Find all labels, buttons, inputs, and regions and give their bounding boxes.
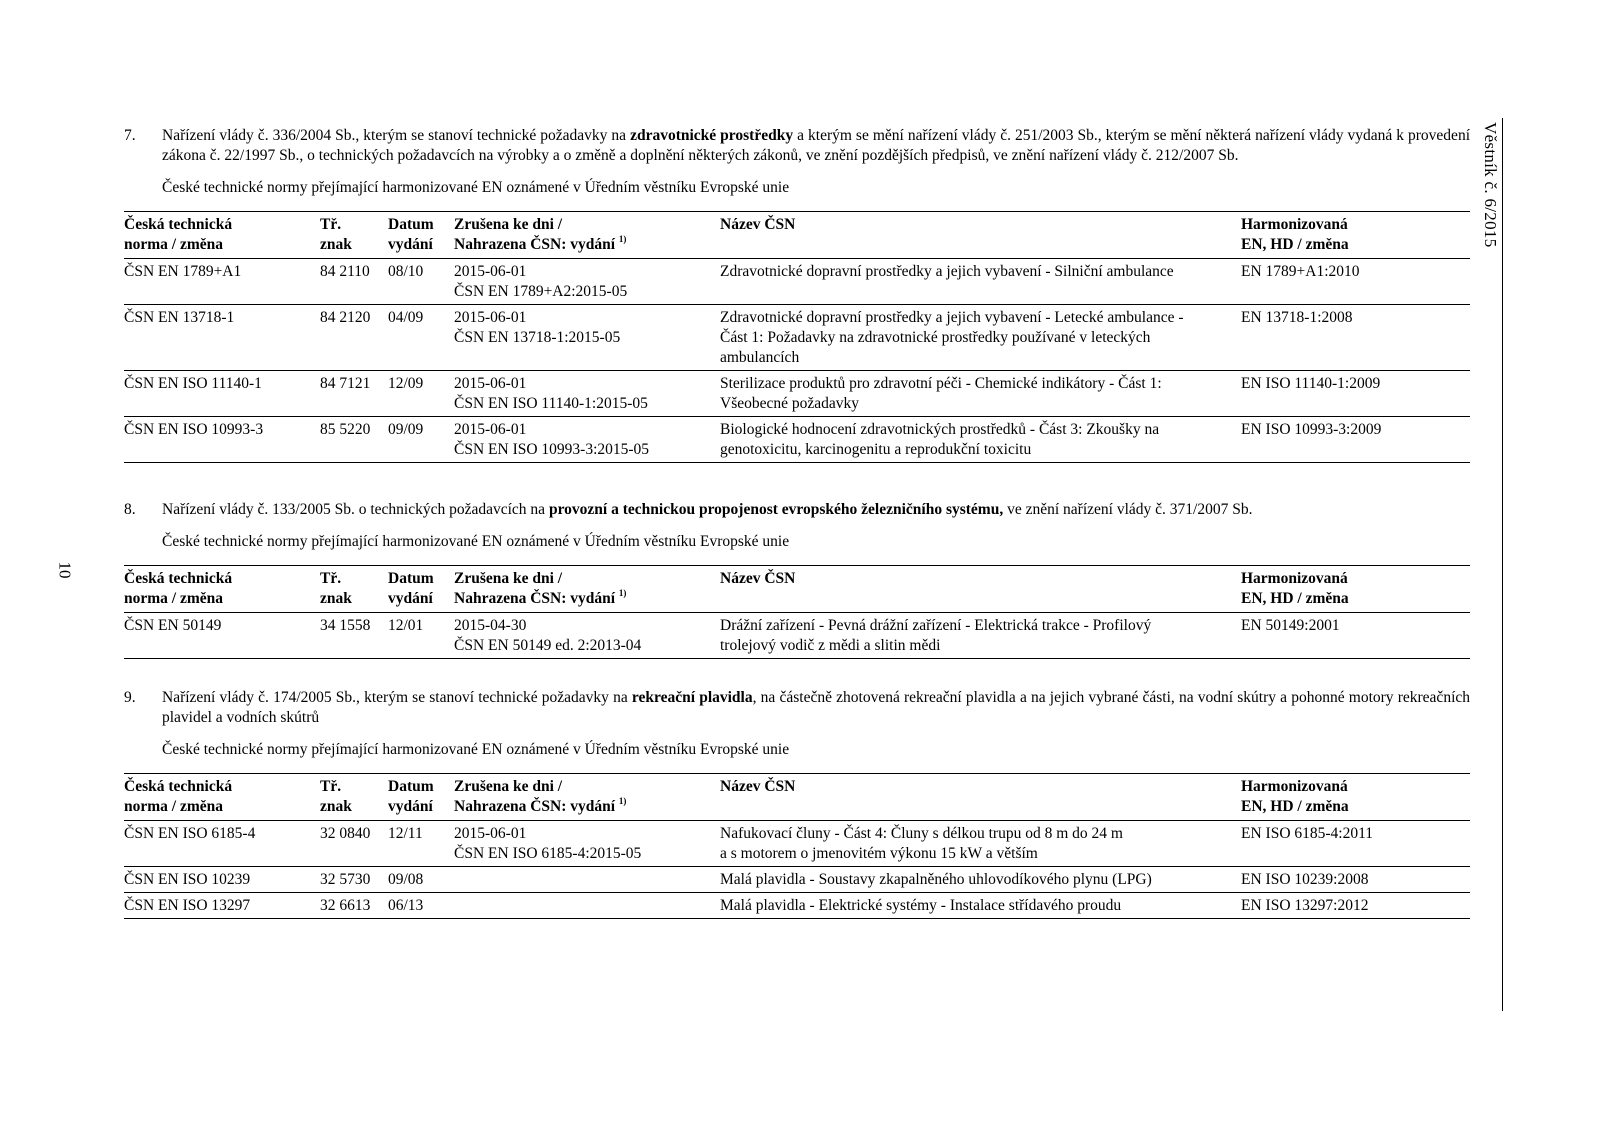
col-header-withdrawn-line: Zrušena ke dni / [454,216,563,233]
table-row [124,259,1470,305]
section-heading [124,688,1470,728]
side-rule [1502,118,1503,1011]
regulation-text-end: ve znění nařízení vlády č. 371/2007 Sb. [1003,501,1253,518]
col-header-date-line: vydání [388,590,433,607]
class-code: 32 5730 [320,871,371,888]
footnote-marker: 1) [618,233,627,244]
regulation-text-start: Nařízení vlády č. 336/2004 Sb., kterým se stanoví technické požadavky na [162,127,631,144]
standard-title [720,417,1241,463]
standard-title-line: Zdravotnické dopravní prostředky a jejich vybavení - Letecké ambulance - [720,309,1184,326]
withdrawn-replaced-line: ČSN EN 13718-1:2015-05 [454,329,621,346]
withdrawn-replaced-line: 2015-06-01 [454,421,527,438]
class-code: 32 6613 [320,897,371,914]
withdrawn-replaced-line: 2015-06-01 [454,375,527,392]
section-number: 8. [124,501,136,518]
standard-title [720,821,1241,867]
col-header-withdrawn [454,212,720,259]
issue-date: 09/08 [388,871,424,888]
withdrawn-replaced-line: 2015-06-01 [454,825,527,842]
standards-table [124,211,1470,463]
withdrawn-replaced-line: ČSN EN 50149 ed. 2:2013-04 [454,637,642,654]
col-header-title: Název ČSN [720,570,796,587]
regulation-text [162,126,1470,166]
norm-id: ČSN EN ISO 10993-3 [124,421,264,438]
norm-id: ČSN EN 1789+A1 [124,263,242,280]
norm-id: ČSN EN ISO 13297 [124,897,251,914]
col-header-norm-line: norma / změna [124,798,224,815]
withdrawn-replaced [454,821,720,867]
harmonized-standard: EN ISO 6185-4:2011 [1241,825,1374,842]
col-header-class-line: znak [320,798,352,815]
standard-title-line: genotoxicitu, karcinogenitu a reprodukční toxicitu [720,441,1032,458]
col-header-withdrawn-text: Nahrazena ČSN: vydání [454,590,616,607]
col-header-harmonized-line: EN, HD / změna [1241,236,1349,253]
issue-date: 12/11 [388,825,423,842]
regulation-text [162,688,1470,728]
withdrawn-replaced [454,305,720,371]
withdrawn-replaced [454,259,720,305]
col-header-class-line: znak [320,590,352,607]
col-header-date-line: Datum [388,570,434,587]
standard-title-line: Drážní zařízení - Pevná drážní zařízení - Elektrická trakce - Profilový [720,617,1152,634]
col-header-class-line: znak [320,236,352,253]
withdrawn-replaced-line: ČSN EN ISO 6185-4:2015-05 [454,845,642,862]
class-code: 84 7121 [320,375,371,392]
col-header-date-line: vydání [388,798,433,815]
issue-date: 08/10 [388,263,424,280]
page-number: 10 [55,561,75,579]
col-header-norm-line: Česká technická [124,216,233,233]
harmonized-standard: EN 13718-1:2008 [1241,309,1353,326]
norm-id: ČSN EN 50149 [124,617,222,634]
col-header-class [320,212,388,259]
col-header-withdrawn-text: Nahrazena ČSN: vydání [454,798,616,815]
norm-id: ČSN EN ISO 6185-4 [124,825,256,842]
standard-title-line: Malá plavidla - Soustavy zkapalněného uhlovodíkového plynu (LPG) [720,871,1152,888]
col-header-withdrawn-line: Zrušena ke dni / [454,570,563,587]
section-9 [124,688,1470,919]
standard-title-line: Sterilizace produktů pro zdravotní péči - Chemické indikátory - Část 1: [720,375,1162,392]
standards-table [124,565,1470,659]
col-header-norm-line: Česká technická [124,570,233,587]
section-7 [124,126,1470,463]
table-header-row [124,566,1470,613]
harmonized-standard: EN ISO 11140-1:2009 [1241,375,1381,392]
standard-title [720,259,1241,305]
table-subheading: České technické normy přejímající harmonizované EN oznámené v Úředním věstníku Evropské unie [162,179,790,196]
col-header-norm-line: norma / změna [124,236,224,253]
col-header-harmonized [1241,774,1470,821]
harmonized-standard: EN 50149:2001 [1241,617,1340,634]
section-8 [124,500,1470,659]
standard-title-line: trolejový vodič z mědi a slitin mědi [720,637,941,654]
col-header-class [320,774,388,821]
col-header-title: Název ČSN [720,778,796,795]
col-header-date [388,566,454,613]
col-header-title: Název ČSN [720,216,796,233]
table-subheading: České technické normy přejímající harmonizované EN oznámené v Úředním věstníku Evropské unie [162,741,790,758]
standard-title-line: Zdravotnické dopravní prostředky a jejich vybavení - Silniční ambulance [720,263,1174,280]
withdrawn-replaced-line: 2015-06-01 [454,263,527,280]
harmonized-standard: EN ISO 10239:2008 [1241,871,1369,888]
table-row [124,821,1470,867]
table-row [124,417,1470,463]
withdrawn-replaced-line: ČSN EN 1789+A2:2015-05 [454,283,628,300]
standard-title-line: ambulancích [720,349,800,366]
withdrawn-replaced-line: ČSN EN ISO 11140-1:2015-05 [454,395,648,412]
col-header-harmonized-line: Harmonizovaná [1241,778,1348,795]
issue-date: 09/09 [388,421,424,438]
col-header-withdrawn [454,566,720,613]
footnote-marker: 1) [618,795,627,806]
table-row [124,305,1470,371]
col-header-harmonized-line: Harmonizovaná [1241,216,1348,233]
regulation-text-end: , na částečně zhotovená rekreační plavidla a na jejich vybrané části, na vodní skútry a pohonné motory rekreačních plavidel a vodních skútrů [162,689,1471,726]
withdrawn-replaced [454,417,720,463]
standard-title-line: Část 1: Požadavky na zdravotnické prostředky používané v leteckých [720,329,1151,346]
regulation-subject: rekreační plavidla [631,689,753,706]
harmonized-standard: EN 1789+A1:2010 [1241,263,1360,280]
col-header-norm [124,774,320,821]
col-header-withdrawn-line2 [454,235,720,255]
standard-title-line: Nafukovací čluny - Část 4: Čluny s délkou trupu od 8 m do 24 m [720,825,1123,842]
norm-id: ČSN EN ISO 11140-1 [124,375,262,392]
withdrawn-replaced-line: ČSN EN ISO 10993-3:2015-05 [454,441,650,458]
col-header-class-line: Tř. [320,778,342,795]
section-number: 9. [124,689,136,706]
regulation-text-end: a kterým se mění nařízení vlády č. 251/2003 Sb., kterým se mění některá nařízení vlády vydaná k provedení zákona č. 22/1997 Sb., o technických požadavcích na výrobky a o změně a doplnění některých zákonů, ve znění pozdějších předpisů, ve znění nařízení vlády č. 212/2007 Sb. [162,127,1470,164]
col-header-harmonized-line: EN, HD / změna [1241,590,1349,607]
withdrawn-replaced [454,371,720,417]
withdrawn-replaced-line: 2015-06-01 [454,309,527,326]
issue-date: 06/13 [388,897,424,914]
regulation-subject: provozní a technickou propojenost evropského železničního systému, [548,501,1004,518]
standard-title [720,867,1241,893]
col-header-norm-line: Česká technická [124,778,233,795]
journal-header: Věstník č. 6/2015 [1481,122,1500,248]
class-code: 34 1558 [320,617,371,634]
standard-title-line: Malá plavidla - Elektrické systémy - Instalace střídavého proudu [720,897,1122,914]
col-header-date [388,212,454,259]
issue-date: 12/09 [388,375,424,392]
table-header-row [124,774,1470,821]
col-header-harmonized [1241,566,1470,613]
table-row [124,867,1470,893]
col-header-withdrawn-text: Nahrazena ČSN: vydání [454,236,616,253]
table-row [124,613,1470,659]
col-header-harmonized [1241,212,1470,259]
standards-table [124,773,1470,919]
withdrawn-replaced-line: 2015-04-30 [454,617,527,634]
col-header-withdrawn-line: Zrušena ke dni / [454,778,563,795]
table-row [124,893,1470,919]
standard-title [720,305,1241,371]
col-header-date-line: Datum [388,778,434,795]
standard-title-line: Všeobecné požadavky [720,395,860,412]
withdrawn-replaced [454,867,720,893]
harmonized-standard: EN ISO 13297:2012 [1241,897,1369,914]
standard-title [720,893,1241,919]
col-header-harmonized-line: EN, HD / změna [1241,798,1349,815]
class-code: 32 0840 [320,825,371,842]
col-header-class [320,566,388,613]
col-header-class-line: Tř. [320,216,342,233]
regulation-text [162,500,1470,520]
col-header-norm-line: norma / změna [124,590,224,607]
section-heading [124,126,1470,166]
table-row [124,371,1470,417]
col-header-withdrawn-line2 [454,797,720,817]
issue-date: 04/09 [388,309,424,326]
regulation-text-start: Nařízení vlády č. 174/2005 Sb., kterým se stanoví technické požadavky na [162,689,632,706]
withdrawn-replaced [454,893,720,919]
standard-title-line: a s motorem o jmenovitém výkonu 15 kW a větším [720,845,1038,862]
col-header-withdrawn [454,774,720,821]
section-heading [124,500,1470,520]
withdrawn-replaced [454,613,720,659]
section-number: 7. [124,127,136,144]
footnote-marker: 1) [618,587,627,598]
col-header-date [388,774,454,821]
class-code: 84 2120 [320,309,371,326]
regulation-subject: zdravotnické prostředky [630,127,794,144]
standard-title-line: Biologické hodnocení zdravotnických prostředků - Část 3: Zkoušky na [720,421,1160,438]
issue-date: 12/01 [388,617,424,634]
col-header-norm [124,212,320,259]
col-header-harmonized-line: Harmonizovaná [1241,570,1348,587]
norm-id: ČSN EN 13718-1 [124,309,235,326]
norm-id: ČSN EN ISO 10239 [124,871,251,888]
class-code: 85 5220 [320,421,371,438]
class-code: 84 2110 [320,263,370,280]
regulation-text-start: Nařízení vlády č. 133/2005 Sb. o technických požadavcích na [162,501,549,518]
standard-title [720,613,1241,659]
standard-title [720,371,1241,417]
table-header-row [124,212,1470,259]
table-subheading: České technické normy přejímající harmonizované EN oznámené v Úředním věstníku Evropské unie [162,533,790,550]
col-header-withdrawn-line2 [454,589,720,609]
col-header-date-line: Datum [388,216,434,233]
col-header-norm [124,566,320,613]
harmonized-standard: EN ISO 10993-3:2009 [1241,421,1382,438]
col-header-class-line: Tř. [320,570,342,587]
col-header-date-line: vydání [388,236,433,253]
